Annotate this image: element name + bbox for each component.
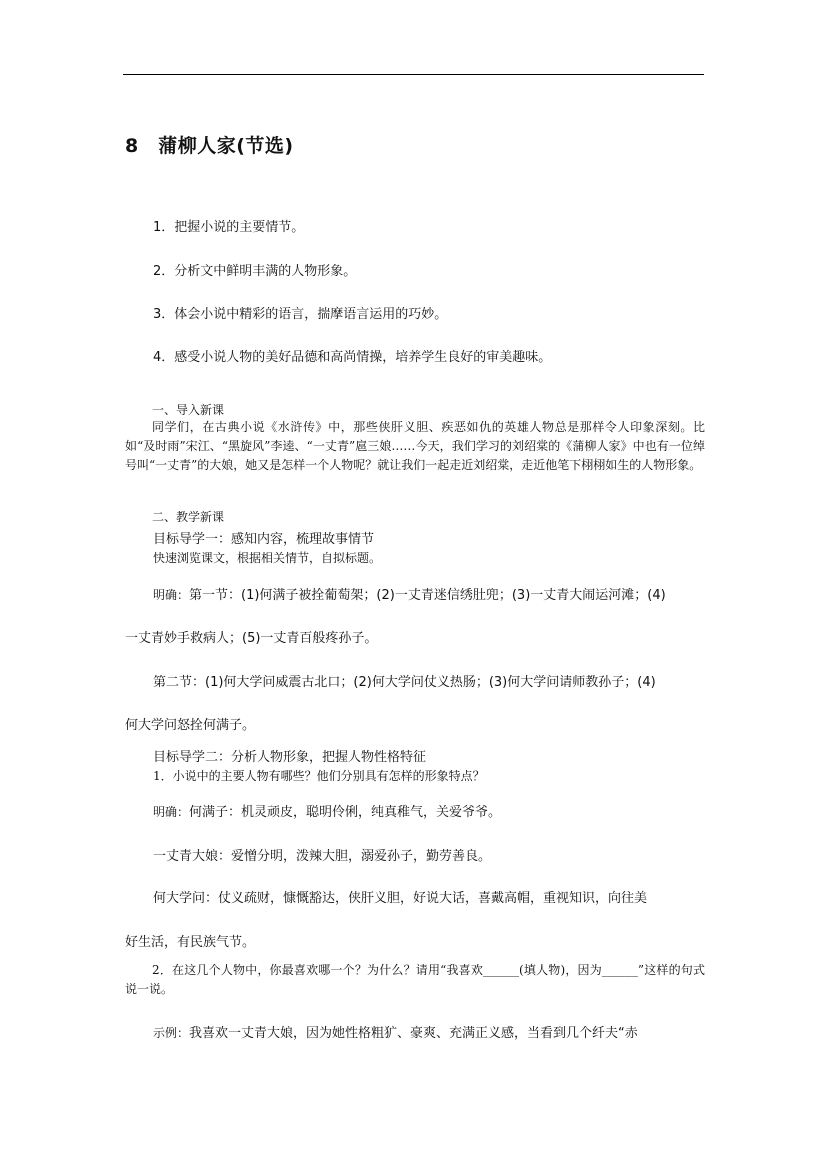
question-1-answer-c-line-1: 何大学问：仗义疏财，慷慨豁达，侠肝义胆，好说大话，喜戴高帽，重视知识，向往美: [153, 891, 648, 906]
target-1-heading: 目标导学一：感知内容，梳理故事情节: [153, 532, 375, 547]
answer-2-line-2: 何大学问怒拴何满子。: [125, 718, 256, 733]
answer-1-line-2: 一丈青妙手救病人；(5)一丈青百般疼孙子。: [125, 631, 378, 646]
header-rule: [123, 74, 704, 75]
answer-prefix: 明确：: [153, 805, 190, 819]
answer-prefix: 明确：: [153, 588, 190, 602]
section-heading-teaching: 二、教学新课: [152, 510, 225, 524]
target-2-heading: 目标导学二：分析人物形象，把握人物性格特征: [153, 750, 427, 765]
page-title: 8 蒲柳人家(节选): [125, 135, 294, 157]
example-prefix: 示例：: [153, 1026, 190, 1040]
goal-item-3: 3．体会小说中精彩的语言，揣摩语言运用的巧妙。: [153, 307, 448, 322]
answer-text: 何满子：机灵顽皮，聪明伶俐，纯真稚气，关爱爷爷。: [189, 805, 502, 820]
example-line: [153, 1022, 638, 1041]
section-heading-intro: 一、导入新课: [152, 403, 225, 417]
answer-2-line-1: 第二节：(1)何大学问威震古北口；(2)何大学问仗义热肠；(3)何大学问请师教孙子；(4): [153, 675, 656, 690]
answer-1-line-1: [153, 584, 666, 603]
question-1: 1．小说中的主要人物有哪些？他们分别具有怎样的形象特点？: [153, 769, 485, 783]
question-1-answer-b: 一丈青大娘：爱憎分明，泼辣大胆，溺爱孙子，勤劳善良。: [153, 849, 492, 864]
question-1-answer-c-line-2: 好生活，有民族气节。: [125, 935, 256, 950]
example-text: 我喜欢一丈青大娘，因为她性格粗犷、豪爽、充满正义感，当看到几个纤夫“赤: [189, 1026, 638, 1041]
question-2: 2．在这几个人物中，你最喜欢哪一个？为什么？请用“我喜欢______(填人物)，因为______”这样的句式说一说。: [125, 963, 705, 996]
goal-item-1: 1．把握小说的主要情节。: [153, 220, 305, 235]
target-1-task: 快速浏览课文，根据相关情节，自拟标题。: [153, 551, 382, 565]
intro-paragraph: 同学们，在古典小说《水浒传》中，那些侠肝义胆、疾恶如仇的英雄人物总是那样令人印象深刻。比如“及时雨”宋江、“黑旋风”李逵、“一丈青”扈三娘……今天，我们学习的刘绍棠的《蒲柳人家》中也有一位绰号叫“一丈青”的大娘，她又是怎样一个人物呢？就让我们一起走近刘绍棠，走近他笔下栩栩如生的人物形象。: [125, 420, 705, 472]
goal-item-4: 4．感受小说人物的美好品德和高尚情操，培养学生良好的审美趣味。: [153, 350, 552, 365]
question-1-answer-a: [153, 801, 501, 820]
answer-text: 第一节：(1)何满子被拴葡萄架；(2)一丈青迷信绣肚兜；(3)一丈青大闹运河滩；(4): [189, 588, 666, 603]
goal-item-2: 2．分析文中鲜明丰满的人物形象。: [153, 264, 357, 279]
